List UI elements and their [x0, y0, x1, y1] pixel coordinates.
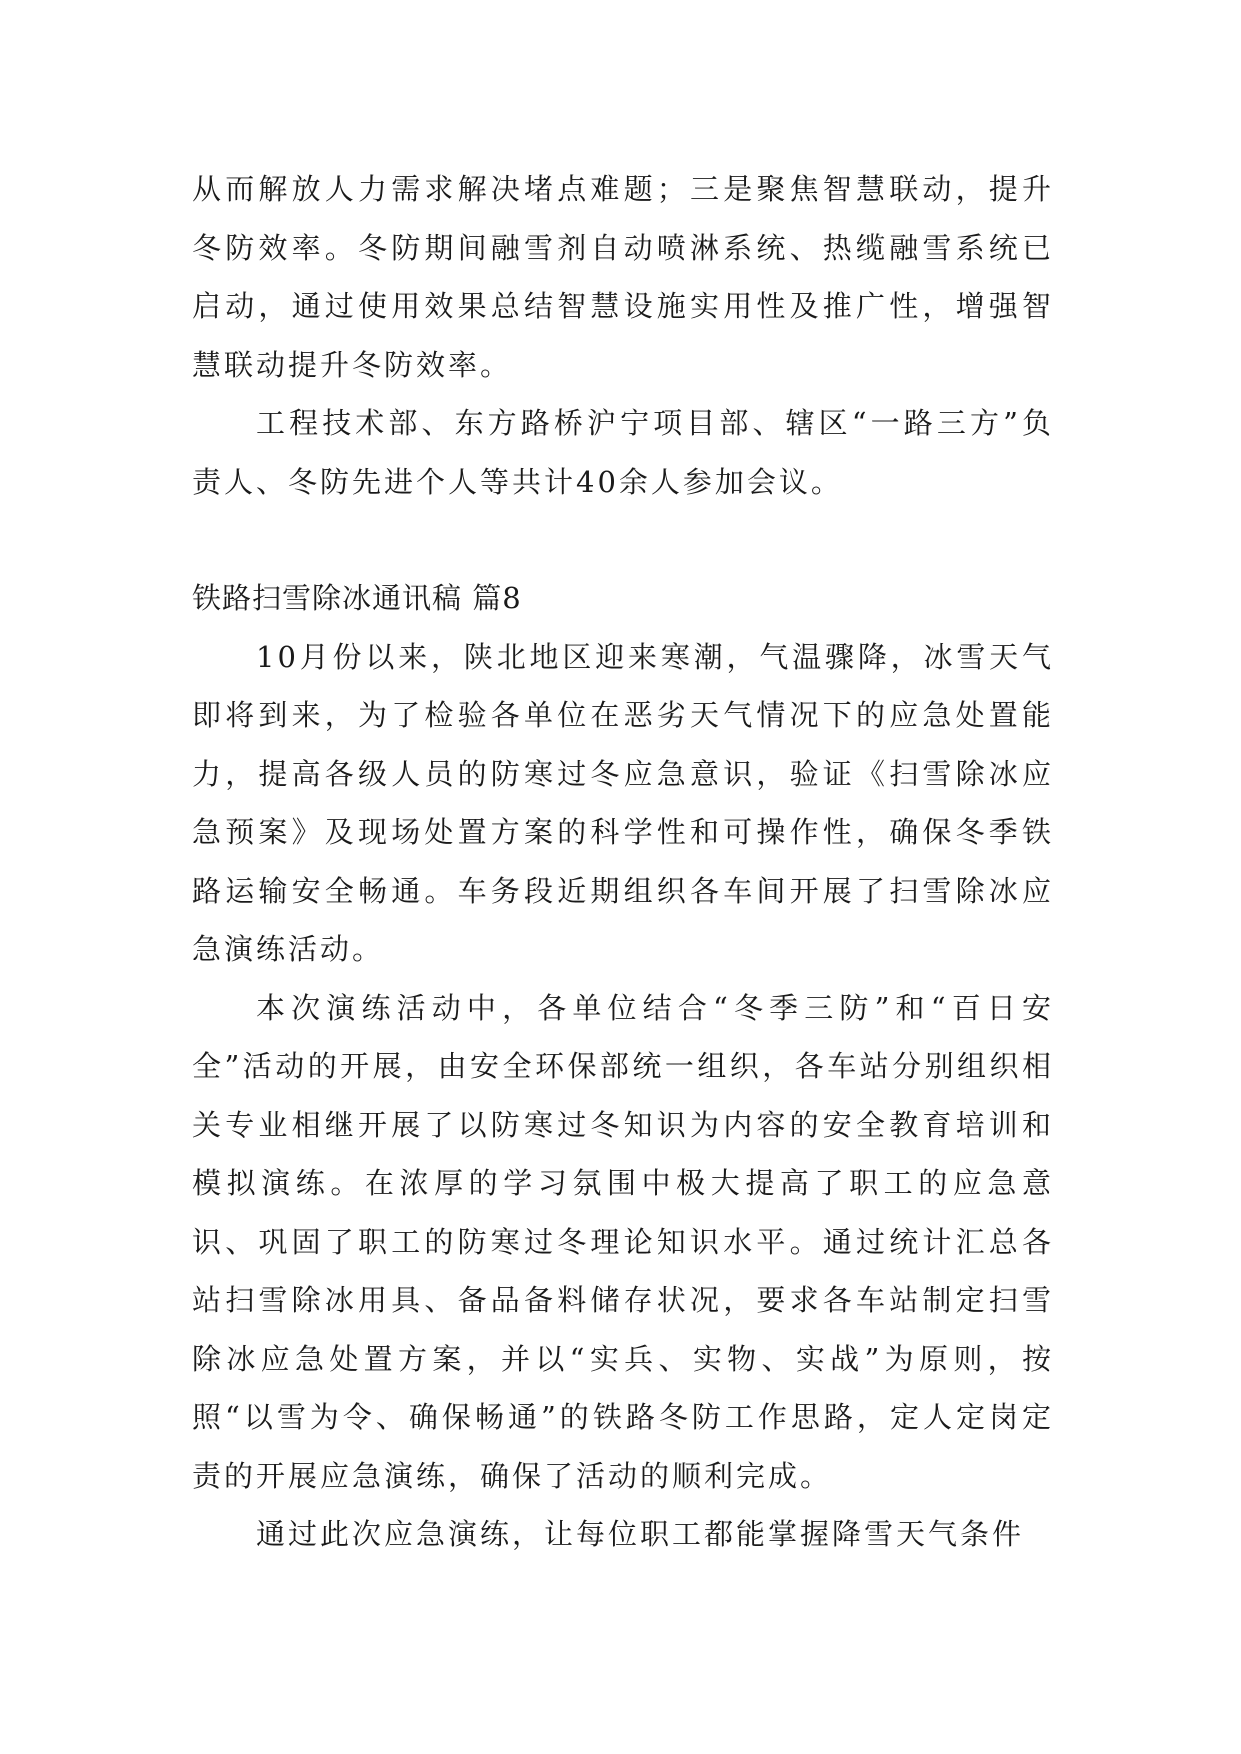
body-paragraph-1: 从而解放人力需求解决堵点难题；三是聚焦智慧联动，提升冬防效率。冬防期间融雪剂自动喷淋系统、热缆融雪系统已启动，通过使用效果总结智慧设施实用性及推广性，增强智慧联动提升冬防效率。: [192, 172, 1054, 382]
document-body: [192, 160, 1054, 1564]
body-paragraph-5: 通过此次应急演练，让每位职工都能掌握降雪天气条件: [256, 1517, 1025, 1551]
body-paragraph-3: 10月份以来，陕北地区迎来寒潮，气温骤降，冰雪天气即将到来，为了检验各单位在恶劣天气情况下的应急处置能力，提高各级人员的防寒过冬应急意识，验证《扫雪除冰应急预案》及现场处置方案的科学性和可操作性，确保冬季铁路运输安全畅通。车务段近期组织各车间开展了扫雪除冰应急演练活动。: [192, 639, 1054, 966]
body-paragraph-4: 本次演练活动中，各单位结合“冬季三防”和“百日安全”活动的开展，由安全环保部统一组织，各车站分别组织相关专业相继开展了以防寒过冬知识为内容的安全教育培训和模拟演练。在浓厚的学习氛围中极大提高了职工的应急意识、巩固了职工的防寒过冬理论知识水平。通过统计汇总各站扫雪除冰用具、备品备料储存状况，要求各车站制定扫雪除冰应急处置方案，并以“实兵、实物、实战”为原则，按照“以雪为令、确保畅通”的铁路冬防工作思路，定人定岗定责的开展应急演练，确保了活动的顺利完成。: [192, 990, 1054, 1493]
section-heading: 铁路扫雪除冰通讯稿 篇8: [192, 581, 522, 615]
body-paragraph-2: 工程技术部、东方路桥沪宁项目部、辖区“一路三方”负责人、冬防先进个人等共计40余人参加会议。: [192, 406, 1054, 499]
